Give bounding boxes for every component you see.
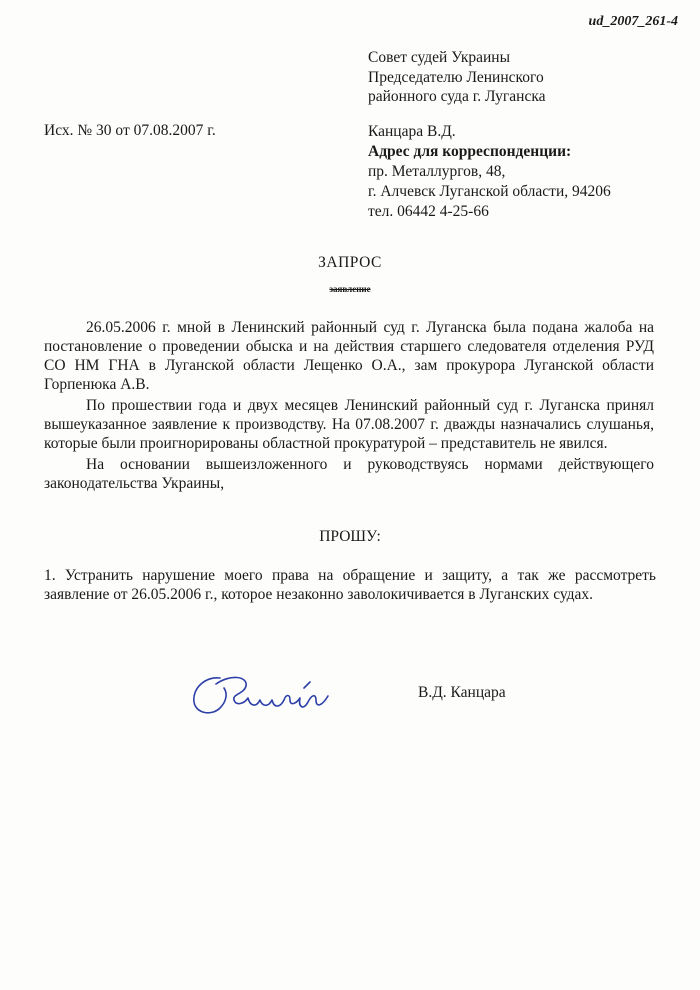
sender-phone: тел. 06442 4-25-66	[368, 203, 489, 220]
body-paragraph: 26.05.2006 г. мной в Ленинский районный суд г. Луганска была подана жалоба на постановление о проведении обыска и на действия старшего следователя отделения РУД СО НМ ГНА в Луганской области Лещенко О.А., зам прокурора Луганской области Горпенюка А.В.	[44, 319, 654, 393]
document-title: ЗАПРОС	[318, 254, 382, 271]
signer-name: В.Д. Канцара	[418, 684, 506, 701]
request-item: 1. Устранить нарушение моего права на обращение и защиту, а так же рассмотреть заявление от 26.05.2006 г., которое незаконно заволокичивается в Луганских судах.	[44, 567, 656, 603]
sender-block	[368, 122, 611, 222]
sender-city: г. Алчевск Луганской области, 94206	[368, 183, 611, 200]
reference-mark: ud_2007_261-4	[588, 14, 678, 29]
address-label: Адрес для корреспонденции:	[368, 143, 572, 160]
addressee-line: Совет судей Украины	[368, 49, 511, 66]
addressee-line: районного суда г. Луганска	[368, 88, 546, 105]
body-paragraph: На основании вышеизложенного и руководствуясь нормами действующего законодательства Украины,	[44, 456, 654, 492]
outgoing-number: Исх. № 30 от 07.08.2007 г.	[44, 122, 216, 139]
body-paragraph: По прошествии года и двух месяцев Ленинский районный суд г. Луганска принял вышеуказанное заявление к производству. На 07.08.2007 г. дважды назначались слушанья, которые были проигнорированы областной прокуратурой – представитель не явился.	[44, 397, 654, 452]
request-title: ПРОШУ:	[319, 528, 381, 545]
sender-street: пр. Металлургов, 48,	[368, 163, 506, 180]
sender-name: Канцара В.Д.	[368, 123, 456, 140]
addressee-line: Председателю Ленинского	[368, 68, 544, 86]
handwritten-signature	[186, 664, 346, 726]
document-subtitle: заявление	[329, 284, 371, 294]
document-body	[44, 318, 654, 495]
addressee-block	[368, 48, 546, 107]
